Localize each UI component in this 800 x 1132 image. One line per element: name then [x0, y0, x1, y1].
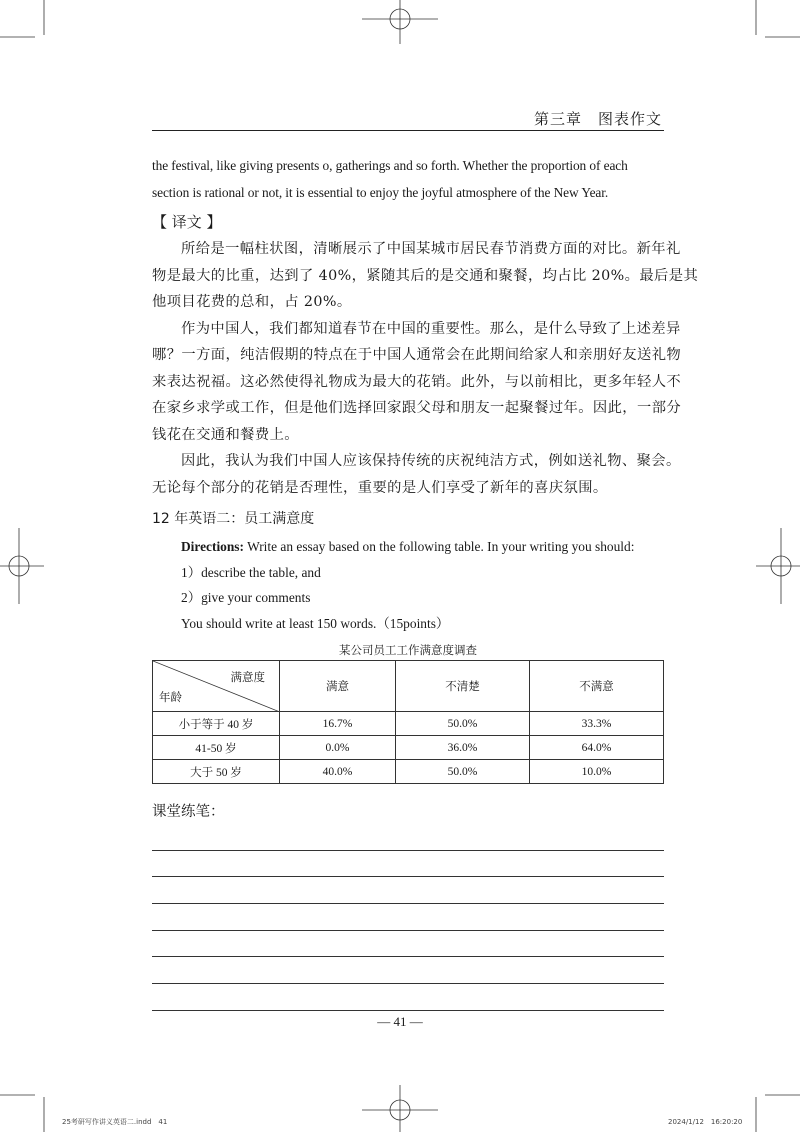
- table-cell: 40.0%: [280, 760, 396, 784]
- table-row: [153, 712, 664, 736]
- corner-top-label: 满意度: [230, 672, 265, 684]
- directions: [152, 534, 664, 560]
- print-timestamp: 2024/1/12 16:20:20: [668, 1118, 743, 1126]
- essay-line: section is rational or not, it is essential to enjoy the joyful atmosphere of the New Year.: [152, 185, 609, 200]
- table-cell: 33.3%: [529, 712, 663, 736]
- translation-line: 哪？一方面，纯洁假期的特点在于中国人通常会在此期间给家人和亲朋好友送礼物: [152, 347, 682, 363]
- writing-line[interactable]: [152, 877, 664, 904]
- running-header: [152, 104, 664, 131]
- translation-line: 所给是一幅柱状图，清晰展示了中国某城市居民春节消费方面的对比。新年礼: [181, 241, 681, 257]
- table-title: 某公司员工工作满意度调查: [339, 643, 477, 657]
- translation-line: 钱花在交通和餐费上。: [152, 426, 299, 443]
- translation-paragraph: [152, 236, 699, 316]
- table-row: [153, 760, 664, 784]
- row-label: 41-50 岁: [153, 736, 280, 760]
- chapter-title: 第三章 图表作文: [533, 110, 662, 128]
- writing-line[interactable]: [152, 984, 664, 1011]
- column-header: 不清楚: [395, 661, 529, 712]
- writing-line[interactable]: [152, 957, 664, 984]
- row-label: 大于 50 岁: [153, 760, 280, 784]
- translation-line: 作为中国人，我们都知道春节在中国的重要性。那么，是什么导致了上述差异: [181, 320, 681, 337]
- table-cell: 64.0%: [529, 736, 663, 760]
- question-title: 12 年英语二：员工满意度: [152, 511, 315, 527]
- writing-line[interactable]: [152, 851, 664, 878]
- essay-line: the festival, like giving presents o, gatherings and so forth. Whether the proportion of each: [152, 158, 628, 173]
- table-header-row: [153, 661, 664, 712]
- translation-line: 来表达祝福。这必然使得礼物成为最大的花销。此外，与以前相比，更多年轻人不: [152, 373, 682, 390]
- table-cell: 50.0%: [395, 712, 529, 736]
- page-content: [152, 152, 699, 1011]
- page-number: — 41 —: [377, 1014, 423, 1029]
- print-file-name: 25考研写作讲义英语二.indd 41: [62, 1118, 168, 1126]
- writing-line[interactable]: [152, 904, 664, 931]
- translation-line: 因此，我认为我们中国人应该保持传统的庆祝纯洁方式，例如送礼物、聚会。: [181, 453, 681, 469]
- table-corner-cell: [153, 661, 280, 712]
- essay-continuation: [152, 152, 664, 206]
- row-label: 小于等于 40 岁: [153, 712, 280, 736]
- writing-line[interactable]: [152, 824, 664, 851]
- satisfaction-table: [152, 660, 664, 784]
- translation-heading: 【 译文 】: [152, 213, 222, 231]
- table-cell: 16.7%: [280, 712, 396, 736]
- translation-paragraph: [152, 316, 682, 449]
- translation-line: 无论每个部分的花销是否理性，重要的是人们享受了新年的喜庆氛围。: [152, 479, 608, 496]
- column-header: 满意: [280, 661, 396, 712]
- table-cell: 0.0%: [280, 736, 396, 760]
- table-row: [153, 736, 664, 760]
- directions-label: Directions:: [181, 539, 244, 554]
- word-requirement: You should write at least 150 words.（15points）: [181, 615, 450, 631]
- table-cell: 36.0%: [395, 736, 529, 760]
- table-cell: 10.0%: [529, 760, 663, 784]
- writing-line[interactable]: [152, 931, 664, 958]
- table-cell: 50.0%: [395, 760, 529, 784]
- translation-line: 他项目花费的总和，占 20%。: [152, 294, 352, 310]
- practice-title: 课堂练笔：: [152, 804, 225, 820]
- direction-item: 2）give your comments: [181, 590, 311, 605]
- directions-text: Write an essay based on the following table. In your writing you should:: [243, 539, 635, 554]
- corner-bottom-label: 年龄: [159, 692, 182, 704]
- direction-item: 1）describe the table, and: [181, 564, 321, 580]
- column-header: 不满意: [529, 661, 663, 712]
- translation-line: 物是最大的比重，达到了 40%，紧随其后的是交通和聚餐，均占比 20%。最后是其: [152, 267, 699, 284]
- writing-lines: [152, 824, 664, 1011]
- translation-line: 在家乡求学或工作，但是他们选择回家跟父母和朋友一起聚餐过年。因此，一部分: [152, 400, 682, 416]
- translation-paragraph: [152, 448, 681, 501]
